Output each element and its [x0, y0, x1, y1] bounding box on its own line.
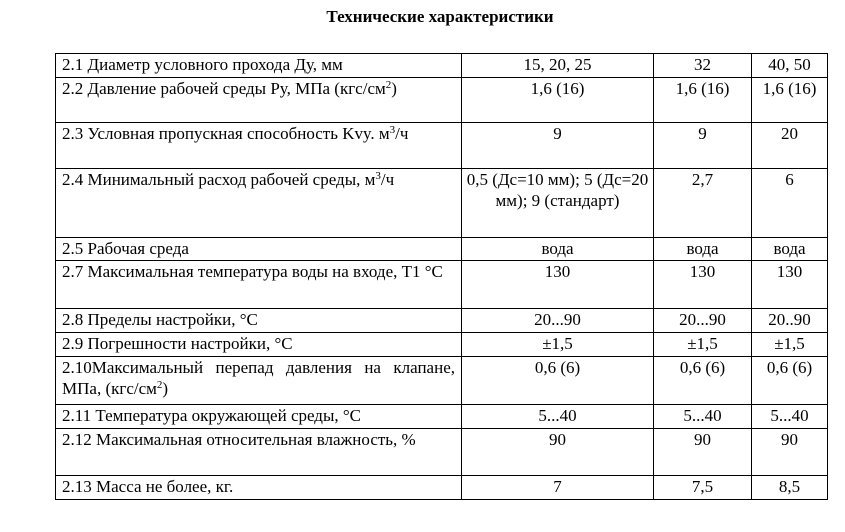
table-row	[56, 78, 828, 123]
value-cell-1: 0,5 (Дс=10 мм); 5 (Дс=20 мм); 9 (стандарт)	[462, 169, 654, 238]
specifications-table	[55, 53, 828, 500]
table-row	[56, 333, 828, 357]
superscript: 2	[385, 79, 392, 91]
param-cell	[56, 405, 462, 429]
superscript: 3	[389, 124, 396, 136]
table-row	[56, 405, 828, 429]
value-cell-2: 32	[654, 54, 752, 78]
table-row	[56, 357, 828, 405]
param-label: 2.13 Масса не более, кг.	[62, 477, 234, 496]
value-cell-2: 130	[654, 261, 752, 309]
table-row	[56, 429, 828, 476]
table-row	[56, 169, 828, 238]
param-cell	[56, 169, 462, 238]
value-cell-2: ±1,5	[654, 333, 752, 357]
value-cell-3: ±1,5	[752, 333, 828, 357]
value-cell-3: 20	[752, 123, 828, 169]
value-cell-3: 8,5	[752, 476, 828, 500]
param-label: 2.11 Температура окружающей среды, °C	[62, 406, 362, 425]
param-label-tail: /ч	[380, 170, 395, 189]
table-row	[56, 238, 828, 261]
value-cell-1: 7	[462, 476, 654, 500]
param-label: 2.7 Максимальная температура воды на входе, T1 °C	[62, 262, 443, 281]
param-label: 2.2 Давление рабочей среды Ру, МПа (кгс/см	[62, 79, 386, 98]
value-cell-2: 1,6 (16)	[654, 78, 752, 123]
table-row	[56, 261, 828, 309]
value-cell-3: 0,6 (6)	[752, 357, 828, 405]
value-cell-1: ±1,5	[462, 333, 654, 357]
superscript: 2	[156, 379, 163, 391]
value-cell-2: 5...40	[654, 405, 752, 429]
param-label-tail: /ч	[395, 124, 409, 143]
value-cell-2: 20...90	[654, 309, 752, 333]
param-cell	[56, 123, 462, 169]
superscript: 3	[375, 170, 381, 182]
param-cell	[56, 357, 462, 405]
table-row	[56, 54, 828, 78]
param-label: 2.12 Максимальная относительная влажность, %	[62, 430, 416, 449]
value-cell-2: вода	[654, 238, 752, 261]
value-cell-3: 5...40	[752, 405, 828, 429]
value-cell-1: 0,6 (6)	[462, 357, 654, 405]
table-row	[56, 309, 828, 333]
value-cell-3: 130	[752, 261, 828, 309]
value-cell-1: 20...90	[462, 309, 654, 333]
param-label-tail: )	[391, 79, 397, 98]
param-cell	[56, 54, 462, 78]
value-cell-2: 2,7	[654, 169, 752, 238]
value-cell-3: 6	[752, 169, 828, 238]
value-cell-1: 15, 20, 25	[462, 54, 654, 78]
table-row	[56, 123, 828, 169]
param-label: 2.10Максимальный перепад давления на клапане, МПа, (кгс/см	[62, 358, 455, 398]
value-cell-1: 5...40	[462, 405, 654, 429]
param-label: 2.9 Погрешности настройки, °C	[62, 334, 293, 353]
value-cell-3: 1,6 (16)	[752, 78, 828, 123]
value-cell-1: 90	[462, 429, 654, 476]
param-cell	[56, 261, 462, 309]
param-label: 2.8 Пределы настройки, °C	[62, 310, 258, 329]
document-title: Технические характеристики	[326, 7, 554, 26]
param-cell	[56, 476, 462, 500]
param-cell	[56, 333, 462, 357]
value-cell-3: вода	[752, 238, 828, 261]
param-label: 2.4 Минимальный расход рабочей среды, м	[62, 170, 376, 189]
param-cell	[56, 238, 462, 261]
value-cell-1: 130	[462, 261, 654, 309]
param-cell	[56, 78, 462, 123]
value-cell-2: 7,5	[654, 476, 752, 500]
param-cell	[56, 429, 462, 476]
param-label-tail: )	[162, 379, 169, 398]
value-cell-1: 9	[462, 123, 654, 169]
table-row	[56, 476, 828, 500]
param-label: 2.3 Условная пропускная способность Kvy. м	[62, 124, 390, 143]
value-cell-1: вода	[462, 238, 654, 261]
param-cell	[56, 309, 462, 333]
value-cell-2: 90	[654, 429, 752, 476]
param-label: 2.1 Диаметр условного прохода Ду, мм	[62, 55, 343, 74]
value-cell-3: 20..90	[752, 309, 828, 333]
param-label: 2.5 Рабочая среда	[62, 239, 189, 258]
value-cell-3: 40, 50	[752, 54, 828, 78]
value-cell-1: 1,6 (16)	[462, 78, 654, 123]
value-cell-2: 9	[654, 123, 752, 169]
value-cell-3: 90	[752, 429, 828, 476]
value-cell-2: 0,6 (6)	[654, 357, 752, 405]
